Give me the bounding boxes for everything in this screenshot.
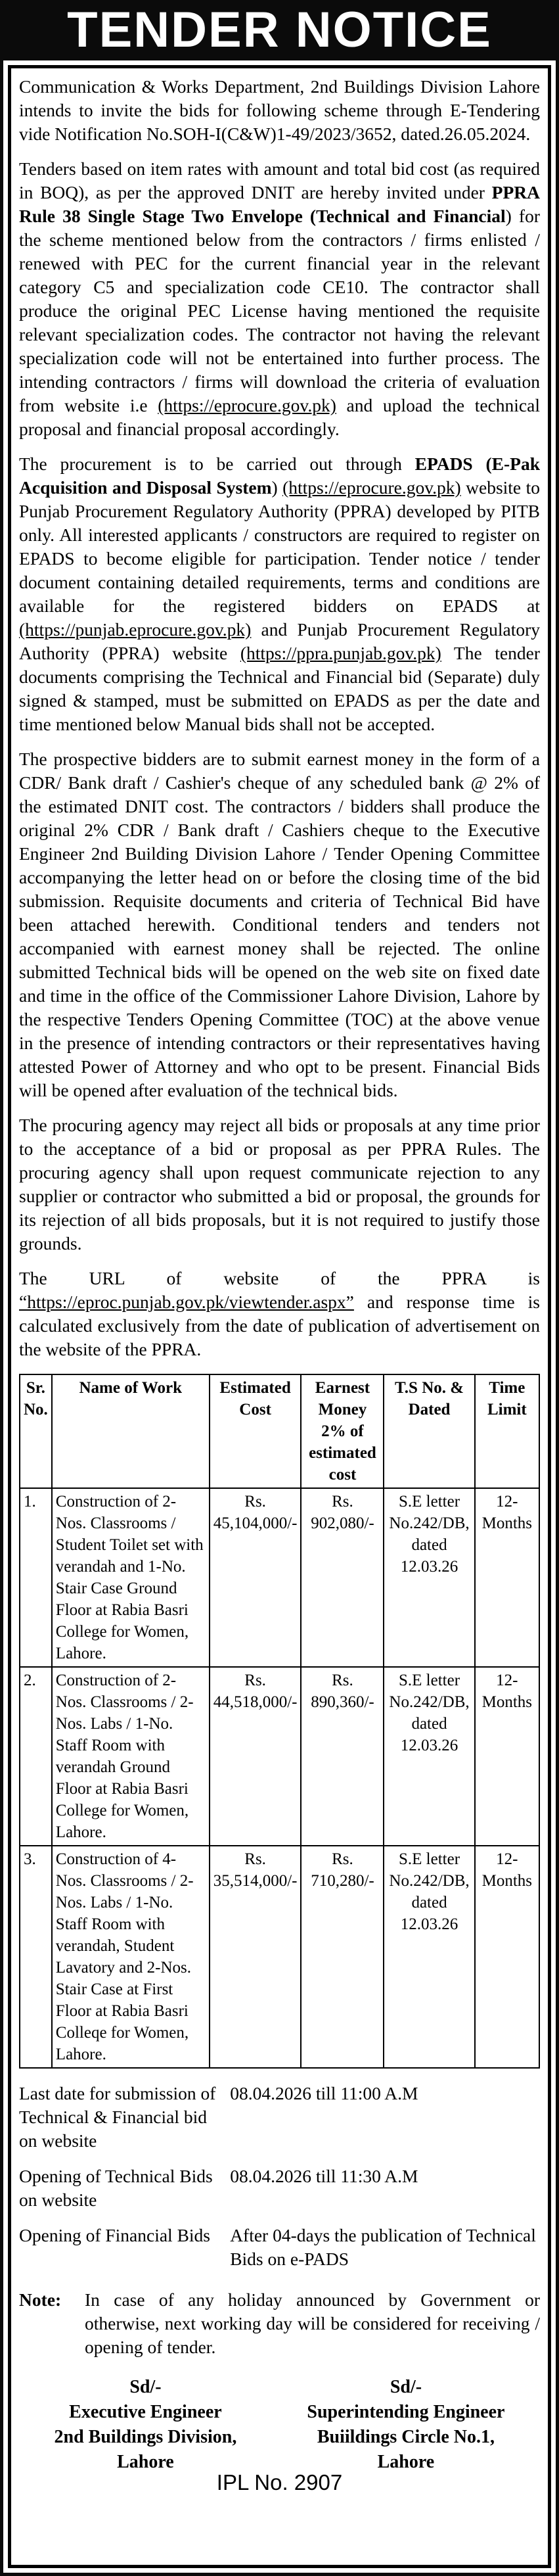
signature-left: Sd/- Executive Engineer 2nd Buildings Division, Lahore: [55, 2375, 237, 2475]
url-punjab-eprocure[interactable]: (https://punjab.eprocure.gov.pk): [19, 619, 252, 640]
header-ts-no-dated: T.S No. & Dated: [384, 1374, 474, 1488]
paragraph-rejection-rights: The procuring agency may reject all bids or proposals at any time prior to the acceptance of a bid or proposal as per PPRA Rules. The procuring agency shall upon request communicate rejection to any supplier or contractor who submitted a bid or proposal, the grounds for its rejection of all bids proposals, but it is not required to justify those grounds.: [19, 1115, 540, 1253]
cell-time-3: 12-Months: [475, 1846, 539, 2068]
table-row: [20, 1846, 539, 2068]
header-time-limit: Time Limit: [475, 1374, 539, 1488]
bid-schedule: [19, 2082, 540, 2283]
holiday-note: [19, 2288, 540, 2359]
table-row: [20, 1667, 539, 1846]
cell-earnest-2: Rs. 890,360/-: [301, 1667, 384, 1846]
cell-cost-3: Rs. 35,514,000/-: [210, 1846, 302, 2068]
paragraph-epads: The procurement is to be carried out through EPADS (E-Pak Acquisition and Disposal System) (https://eprocure.gov.pk) website to Punjab Procurement Regulatory Authority (PPRA) developed by PITB only. All interested applicants / constructors are required to register on EPADS to become eligible for participation. Tender notice / tender document containing detailed requirements, terms and conditions are available for the registered bidders on EPADS at (https://punjab.eprocure.gov.pk) and Punjab Procurement Regulatory Authority (PPRA) website (https://ppra.punjab.gov.pk) The tender documents comprising the Technical and Financial bid (Separate) duly signed & stamped, must be submitted on EPADS as per the date and time mentioned below Manual bids shall not be accepted.: [19, 454, 540, 734]
cell-sr-1: 1.: [20, 1488, 52, 1667]
paragraph-tender-rules: Tenders based on item rates with amount and total bid cost (as required in BOQ), as per the approved DNIT are hereby invited under PPRA Rule 38 Single Stage Two Envelope (Technical and Financial) for the scheme mentioned below from the contractors / firms enlisted / renewed with PEC for the current financial year in the relevant category C5 and specialization code CE10. The contractor shall produce the original PEC License having mentioned the requisite relevant specialization codes. The contractor not having the relevant specialization code will not be entertained into further process. The intending contractors / firms will download the criteria of evaluation from website i.e (https://eprocure.gov.pk) and upload the technical proposal and financial proposal accordingly.: [19, 158, 540, 439]
cell-sr-2: 2.: [20, 1667, 52, 1846]
sd-right: Sd/-: [390, 2377, 422, 2397]
sd-left: Sd/-: [129, 2377, 162, 2397]
bold-ppra-rule: PPRA Rule 38 Single Stage Two Envelope (Technical and Financial: [19, 182, 540, 226]
table-header-row: [20, 1374, 539, 1488]
cell-ts-1: S.E letter No.242/DB, dated 12.03.26: [384, 1488, 474, 1667]
paragraph-ppra-url: The URL of website of the PPRA is “https://eproc.punjab.gov.pk/viewtender.aspx” and response time is calculated exclusively from the date of publication of advertisement on the website of the PPRA.: [19, 1268, 540, 1359]
note-label: Note:: [19, 2289, 62, 2310]
cell-earnest-1: Rs. 902,080/-: [301, 1488, 384, 1667]
cell-cost-1: Rs. 45,104,000/-: [210, 1488, 302, 1667]
notice-frame: [8, 65, 551, 2568]
cell-ts-2: S.E letter No.242/DB, dated 12.03.26: [384, 1667, 474, 1846]
cell-ts-3: S.E letter No.242/DB, dated 12.03.26: [384, 1846, 474, 2068]
note-text: In case of any holiday announced by Government or otherwise, next working day will be considered for receiving / opening of tender.: [85, 2289, 540, 2357]
cell-cost-2: Rs. 44,518,000/-: [210, 1667, 302, 1846]
schedule-item-technical-opening: Opening of Technical Bids on website 08.04.2026 till 11:30 A.M: [19, 2166, 418, 2210]
title-banner: [3, 0, 556, 60]
url-ppra-punjab[interactable]: (https://ppra.punjab.gov.pk): [240, 643, 441, 663]
cell-time-2: 12-Months: [475, 1667, 539, 1846]
ipl-number: IPL No. 2907: [216, 2470, 343, 2494]
header-earnest-money: Earnest Money 2% of estimated cost: [301, 1374, 384, 1488]
cell-sr-3: 3.: [20, 1846, 52, 2068]
paragraph-intro: [19, 75, 540, 146]
cell-work-3: Construction of 4-Nos. Classrooms / 2-Nos. Labs / 1-No. Staff Room with verandah, Student Lavatory and 2-Nos. Stair Case at First Floor at Rabia Basri Colleqe for Women, Lahore.: [52, 1846, 210, 2068]
signature-right: Sd/- Superintending Engineer Buiildings Circle No.1, Lahore: [307, 2375, 504, 2475]
header-sr-no: Sr. No.: [20, 1374, 52, 1488]
cell-work-2: Construction of 2-Nos. Classrooms / 2-Nos. Labs / 1-No. Staff Room with verandah Ground Floor at Rabia Basri College for Women, Lahore.: [52, 1667, 210, 1846]
schedule-item-financial-opening: Opening of Financial Bids After 04-days the publication of Technical Bids on e-PADS: [19, 2225, 536, 2269]
works-table: [19, 1374, 540, 2069]
url-eprocure-2[interactable]: (https://eprocure.gov.pk): [282, 477, 461, 498]
url-viewtender[interactable]: “https://eproc.punjab.gov.pk/viewtender.aspx”: [19, 1292, 354, 1312]
header-name-of-work: Name of Work: [52, 1374, 210, 1488]
paragraph-intro-text: Communication & Works Department, 2nd Buildings Division Lahore intends to invite the bids for following scheme through E-Tendering vide Notification No.SOH-I(C&W)1-49/2023/3652, dated.26.05.2024.: [19, 76, 540, 144]
notice-page: [3, 60, 556, 2573]
table-row: [20, 1488, 539, 1667]
cell-earnest-3: Rs. 710,280/-: [301, 1846, 384, 2068]
schedule-item-submission: Last date for submission of Technical & Financial bid on website 08.04.2026 till 11:00 A.M: [19, 2083, 418, 2151]
page-title: TENDER NOTICE: [67, 2, 492, 58]
cell-time-1: 12-Months: [475, 1488, 539, 1667]
url-eprocure-1[interactable]: (https://eprocure.gov.pk): [158, 395, 336, 415]
paragraph-earnest-money: The prospective bidders are to submit earnest money in the form of a CDR/ Bank draft / Cashier's cheque of any scheduled bank @ 2% of the estimated DNIT cost. The contractors / bidders shall produce the original 2% CDR / Bank draft / Cashiers cheque to the Executive Engineer 2nd Building Division Lahore / Tender Opening Committee accompanying the letter head on or before the closing time of the bid submission. Requisite documents and criteria of Technical Bid have been attached herewith. Conditional tenders and tenders not accompanied with earnest money shall be rejected. The online submitted Technical bids will be opened on the web site on fixed date and time in the office of the Commissioner Lahore Division, Lahore by the respective Tenders Opening Committee (TOC) at the above venue in the presence of intending contractors or their representatives having attested Power of Attorney and who opt to be present. Financial Bids will be opened after evaluation of the technical bids.: [19, 749, 540, 1100]
header-estimated-cost: Estimated Cost: [210, 1374, 302, 1488]
signature-section: [19, 2375, 540, 2475]
bold-epads: EPADS (E-Pak Acquisition and Disposal System: [19, 454, 540, 498]
cell-work-1: Construction of 2-Nos. Classrooms / Student Toilet set with verandah and 1-No. Stair Case Ground Floor at Rabia Basri College for Women, Lahore.: [52, 1488, 210, 1667]
